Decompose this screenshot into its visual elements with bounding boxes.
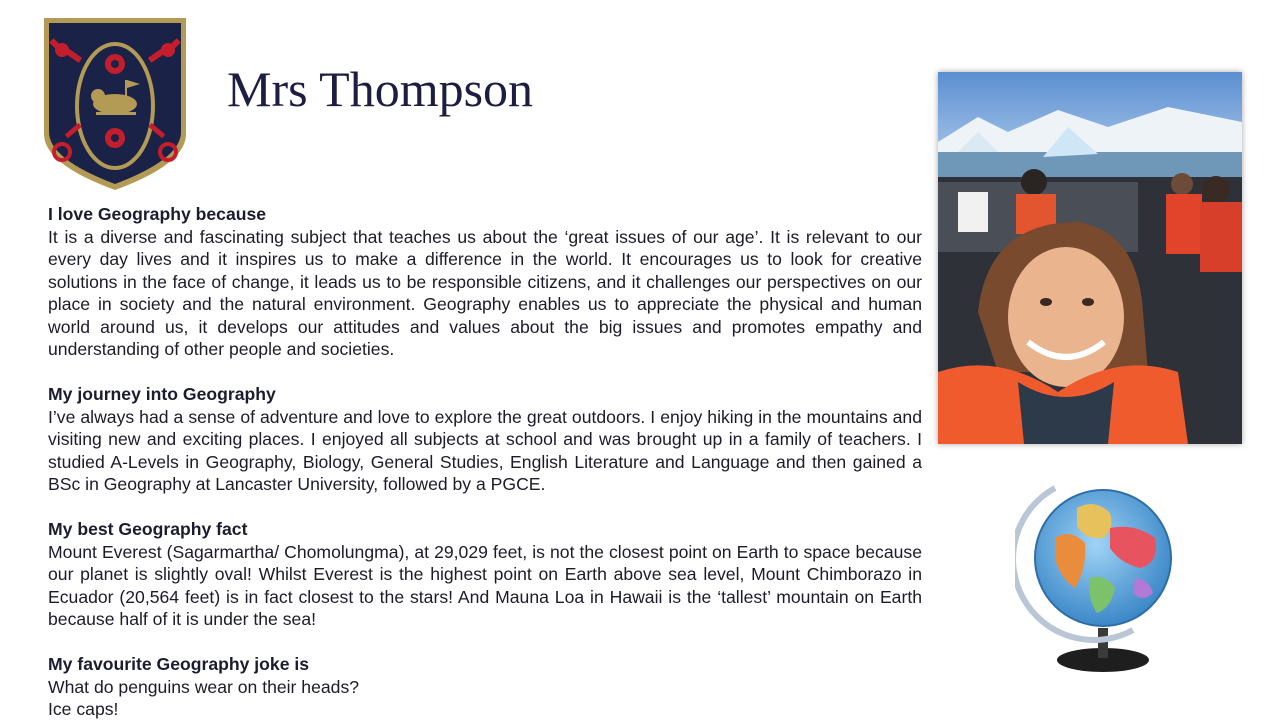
section-best-fact	[48, 518, 922, 631]
main-content	[48, 203, 922, 721]
section-love-geography	[48, 203, 922, 361]
section-body: Mount Everest (Sagarmartha/ Chomolungma), at 29,029 feet, is not the closest point on Earth to space because our planet is slightly oval! Whilst Everest is the highest point on Earth above sea level, Mount Chimborazo in Ecuador (20,564 feet) is in fact closest to the stars! And Mauna Loa in Hawaii is the ‘tallest’ mountain on Earth because half of it is under the sea!	[48, 541, 922, 629]
joke-question: What do penguins wear on their heads?	[48, 676, 360, 697]
section-heading: I love Geography because	[48, 204, 267, 224]
school-crest-icon	[40, 14, 190, 194]
section-heading: My journey into Geography	[48, 384, 276, 404]
section-body: I’ve always had a sense of adventure and love to explore the great outdoors. I enjoy hiking in the mountains and visiting new and exciting places. I enjoyed all subjects at school and was brought up in a family of teachers. I studied A-Levels in Geography, Biology, General Studies, English Literature and Language and then gained a BSc in Geography at Lancaster University, followed by a PGCE.	[48, 406, 922, 494]
teacher-photo	[938, 72, 1242, 444]
page-title: Mrs Thompson	[227, 61, 534, 117]
section-joke	[48, 653, 922, 721]
joke-answer: Ice caps!	[48, 699, 119, 719]
globe-icon	[1015, 468, 1180, 678]
section-heading: My favourite Geography joke is	[48, 654, 310, 674]
section-heading: My best Geography fact	[48, 519, 248, 539]
section-journey	[48, 383, 922, 496]
section-body: It is a diverse and fascinating subject that teaches us about the ‘great issues of our age’. It is relevant to our every day lives and it inspires us to make a difference in the world. It encourages us to look for creative solutions in the face of change, it leads us to be responsible citizens, and it challenges our perspectives on our place in society and the natural environment. Geography enables us to appreciate the physical and human world around us, it develops our attitudes and values about the big issues and promotes empathy and understanding of other people and societies.	[48, 226, 922, 359]
